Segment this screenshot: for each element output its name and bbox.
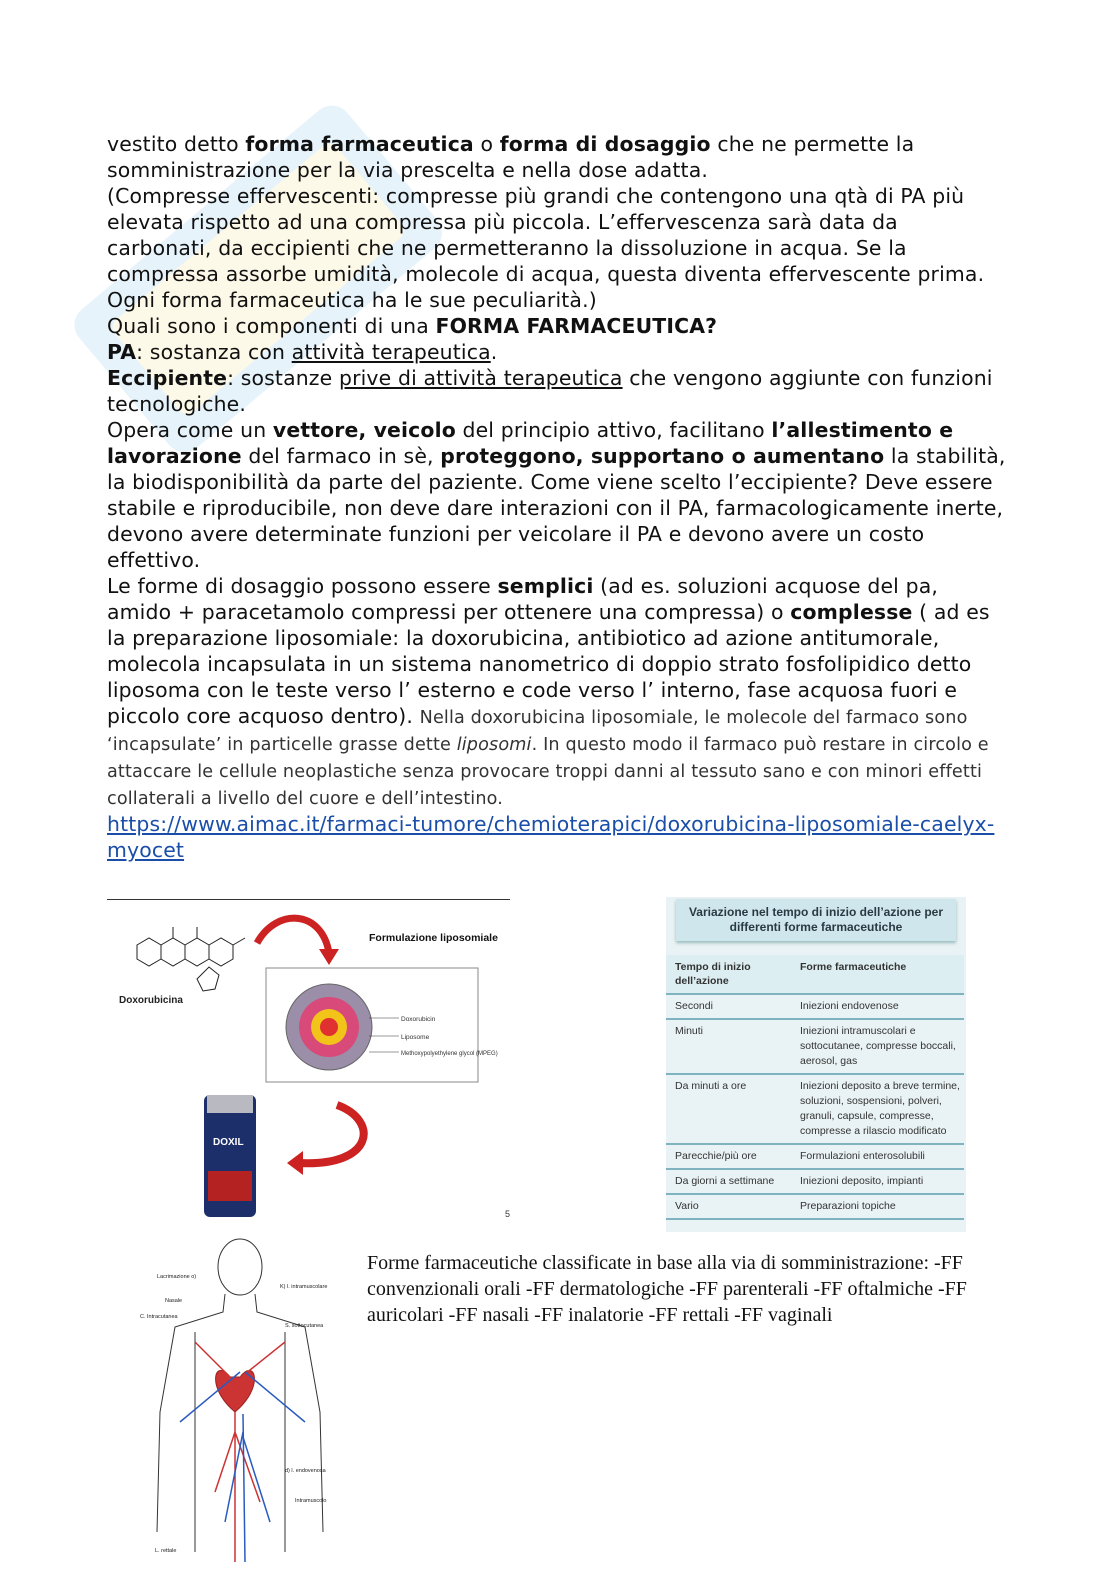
arrow-icon — [257, 918, 329, 953]
table-cell: Iniezioni deposito, impianti — [791, 1169, 964, 1194]
body-label: C. Intracutanea — [140, 1314, 178, 1320]
body-label: Nasale — [165, 1298, 183, 1304]
legend-doxorubicin: Doxorubicin — [401, 1016, 436, 1023]
table-cell: Preparazioni topiche — [791, 1194, 964, 1219]
body-label: Lacrimazione o) — [157, 1274, 197, 1280]
table-row — [666, 1074, 964, 1144]
routes-text: Forme farmaceutiche classificate in base alla via di somministrazione: -FF convenzionali orali -FF dermatologiche -FF parenterali -FF oftalmiche -FF auricolari -FF nasali -FF inalatorie -FF rettali -FF vaginali — [367, 1252, 967, 1326]
body-routes-figure — [135, 1232, 360, 1577]
onset-table — [666, 897, 966, 1232]
table-cell: Iniezioni deposito a breve termine, soluzioni, sospensioni, polveri, granuli, capsule, compresse, compresse a rilascio modificato — [791, 1074, 964, 1144]
divider — [107, 899, 510, 900]
table-cell: Iniezioni endovenose — [791, 994, 964, 1019]
paragraph-3: Quali sono i componenti di una FORMA FARMACEUTICA? — [107, 314, 718, 338]
table-header: Forme farmaceutiche — [791, 955, 964, 994]
molecule-icon — [137, 927, 245, 991]
body-label: S. sottocutanea — [285, 1323, 324, 1329]
legend-mpeg: Methoxypolyethylene glycol (MPEG) — [401, 1051, 498, 1057]
liposome-figure — [107, 905, 527, 1225]
molecule-label: Doxorubicina — [119, 995, 183, 1006]
table-cell: Da giorni a settimane — [666, 1169, 791, 1194]
table-cell: Parecchie/più ore — [666, 1144, 791, 1169]
paragraph-2: (Compresse effervescenti: compresse più grandi che contengono una qtà di PA più elevata rispetto ad una compressa più piccola. L’effervescenza sarà data da carbonati, da eccipienti che ne permetteranno la dissoluzione in acqua. Se la compressa assorbe umidità, molecole di acqua, questa diventa effervescente prima. Ogni forma farmaceutica ha le sue peculiarità.) — [107, 184, 985, 312]
table-header-row — [666, 955, 964, 994]
arrow-head-icon — [319, 949, 339, 965]
table-row — [666, 1019, 964, 1074]
onset-table-grid — [666, 955, 964, 1220]
table-header: Tempo di inizio dell’azione — [666, 955, 791, 994]
table-row — [666, 994, 964, 1019]
body-label: L. rettale — [155, 1548, 177, 1554]
formulation-title: Formulazione liposomiale — [369, 932, 498, 944]
paragraph-1: vestito detto forma farmaceutica o forma di dosaggio che ne permette la somministrazione per la via prescelta e nella dose adatta. — [107, 132, 915, 182]
vial-label: DOXIL — [213, 1137, 244, 1148]
table-row — [666, 1194, 964, 1219]
table-cell: Formulazioni enterosolubili — [791, 1144, 964, 1169]
table-cell: Da minuti a ore — [666, 1074, 791, 1144]
table-row — [666, 1144, 964, 1169]
main-text — [107, 131, 1007, 863]
body-label: d) l. endovenosa — [285, 1468, 326, 1474]
page-number: 5 — [505, 1209, 511, 1219]
table-cell: Minuti — [666, 1019, 791, 1074]
legend-liposome: Liposome — [401, 1034, 430, 1041]
arrow-head-icon-2 — [287, 1151, 303, 1175]
table-cell: Secondi — [666, 994, 791, 1019]
arrow-icon-2 — [299, 1105, 364, 1163]
aimac-link[interactable]: https://www.aimac.it/farmaci-tumore/chemioterapici/doxorubicina-liposomiale-caelyx-myocet — [107, 812, 995, 862]
paragraph-4: PA: sostanza con attività terapeutica. — [107, 340, 498, 364]
paragraph-7: Le forme di dosaggio possono essere semplici (ad es. soluzioni acquose del pa, amido + paracetamolo compressi per ottenere una compressa) o complesse ( ad es la preparazione liposomiale: la doxorubicina, antibiotico ad azione antitumorale, molecola incapsulata in un sistema nanometrico di doppio strato fosfolipidico detto liposoma con le teste verso l’ esterno e code verso l’ interno, fase acquosa fuori e piccolo core acquoso dentro). Nella doxorubicina liposomiale, le molecole del farmaco sono ‘incapsulate’ in particelle grasse dette liposomi. In questo modo il farmaco può restare in circolo e attaccare le cellule neoplastiche senza provocare troppi danni al tessuto sano e con minori effetti collaterali a livello del cuore e dell’intestino. — [107, 574, 990, 809]
table-title: Variazione nel tempo di inizio dell’azione per differenti forme farmaceutiche — [676, 899, 956, 941]
body-label: K) l. intramuscolare — [280, 1284, 328, 1290]
paragraph-6: Opera come un vettore, veicolo del principio attivo, facilitano l’allestimento e lavorazione del farmaco in sè, proteggono, supportano o aumentano la stabilità, la biodisponibilità da parte del paziente. Come viene scelto l’eccipiente? Deve essere stabile e riproducibile, non deve dare interazioni con il PA, farmacologicamente inerte, devono avere determinate funzioni per veicolare il PA e devono avere un costo effettivo. — [107, 418, 1006, 572]
arteries-icon — [195, 1342, 285, 1562]
table-cell: Vario — [666, 1194, 791, 1219]
paragraph-5: Eccipiente: sostanze prive di attività terapeutica che vengono aggiunte con funzioni tecnologiche. — [107, 366, 993, 416]
table-row — [666, 1169, 964, 1194]
body-label: Intramuscolo — [295, 1498, 327, 1504]
table-cell: Iniezioni intramuscolari e sottocutanee, compresse boccali, aerosol, gas — [791, 1019, 964, 1074]
